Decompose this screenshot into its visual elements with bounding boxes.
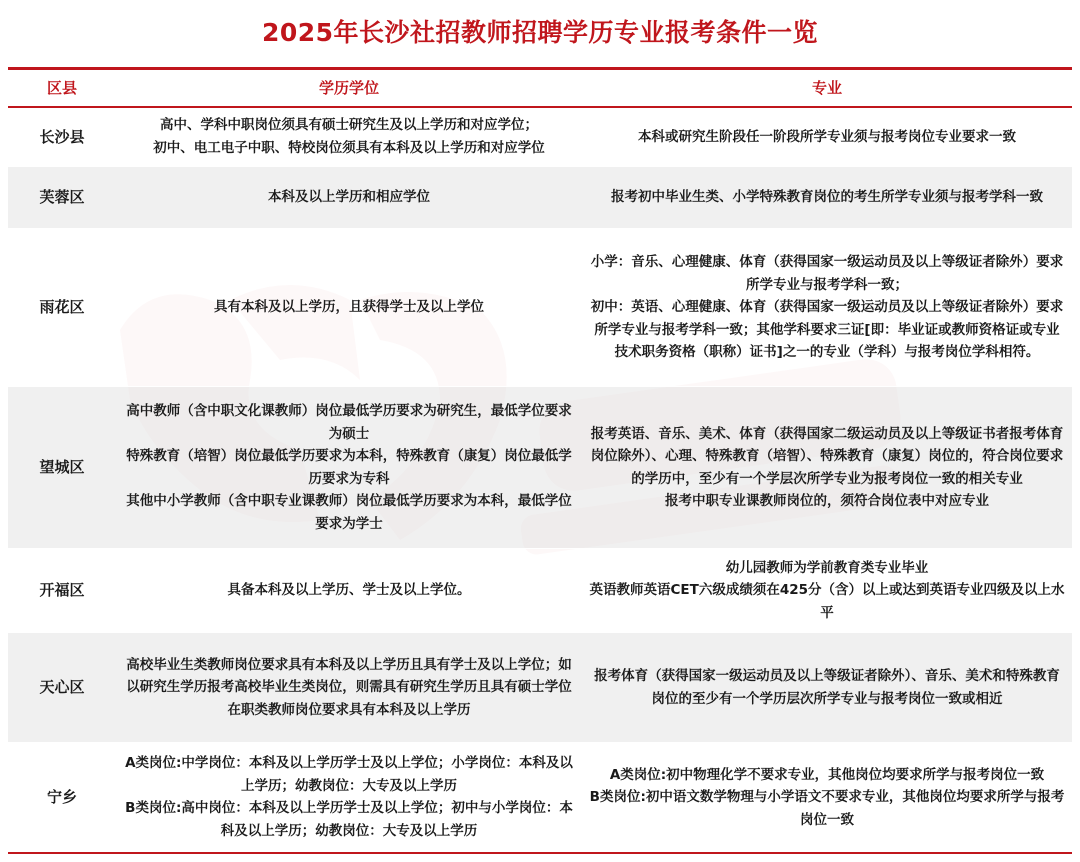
major-line: A类岗位:初中物理化学不要求专业，其他岗位均要求所学与报考岗位一致 bbox=[609, 766, 1045, 783]
district-cell: 天心区 bbox=[8, 633, 116, 743]
education-cell bbox=[116, 633, 582, 743]
education-line: 特殊教育（培智）岗位最低学历要求为本科，特殊教育（康复）岗位最低学历要求为专科 bbox=[126, 448, 572, 487]
education-line: 高校毕业生类教师岗位要求具有本科及以上学历且具有学士及以上学位；如以研究生学历报考高校毕业生类岗位，则需具有研究生学历且具有硕士学位 bbox=[126, 656, 572, 696]
major-line: 本科或研究生阶段任一阶段所学专业须与报考岗位专业要求一致 bbox=[638, 128, 1016, 145]
education-cell bbox=[116, 229, 582, 387]
table-row bbox=[8, 633, 1072, 743]
district-cell: 宁乡 bbox=[8, 743, 116, 853]
major-line: 报考初中毕业生类、小学特殊教育岗位的考生所学专业须与报考学科一致 bbox=[611, 189, 1043, 206]
education-line: 本科及以上学历和相应学位 bbox=[268, 189, 430, 206]
header-education: 学历学位 bbox=[116, 69, 582, 107]
table-row bbox=[8, 743, 1072, 853]
table-header-row bbox=[8, 69, 1072, 107]
district-cell: 开福区 bbox=[8, 549, 116, 633]
table-row bbox=[8, 167, 1072, 229]
requirements-table bbox=[8, 67, 1072, 854]
major-line: 报考英语、音乐、美术、体育（获得国家二级运动员及以上等级证书者报考体育岗位除外）、心理、特殊教育（培智）、特殊教育（康复）岗位的，符合岗位要求的学历中，至少有一个学层次所学专业为报考岗位一致的相关专业 bbox=[590, 425, 1064, 487]
table-row bbox=[8, 107, 1072, 167]
education-cell bbox=[116, 743, 582, 853]
major-cell bbox=[582, 229, 1072, 387]
major-line: 报考体育（获得国家一级运动员及以上等级证者除外）、音乐、美术和特殊教育岗位的至少有一个学历层次所学专业与报考岗位一致或相近 bbox=[594, 668, 1060, 707]
table-row bbox=[8, 229, 1072, 387]
major-cell bbox=[582, 107, 1072, 167]
education-line: 具备本科及以上学历、学士及以上学位。 bbox=[227, 582, 471, 599]
major-cell bbox=[582, 633, 1072, 743]
major-cell bbox=[582, 387, 1072, 549]
education-line: 在职类教师岗位要求具有本科及以上学历 bbox=[227, 701, 471, 718]
education-cell bbox=[116, 107, 582, 167]
education-line: 初中、电工电子中职、特校岗位须具有本科及以上学历和对应学位 bbox=[153, 139, 545, 156]
education-line: B类岗位:高中岗位：本科及以上学历学士及以上学位；初中与小学岗位：本科及以上学历；幼教岗位：大专及以上学历 bbox=[125, 800, 573, 839]
major-line: 小学：音乐、心理健康、体育（获得国家一级运动员及以上等级证者除外）要求所学专业与报考学科一致； bbox=[590, 254, 1064, 293]
education-line: 高中教师（含中职文化课教师）岗位最低学历要求为研究生，最低学位要求为硕士 bbox=[126, 403, 572, 442]
education-line: A类岗位:中学岗位：本科及以上学历学士及以上学位；小学岗位：本科及以上学历；幼教岗位：大专及以上学历 bbox=[125, 755, 573, 794]
major-line: B类岗位:初中语文数学物理与小学语文不要求专业，其他岗位均要求所学与报考岗位一致 bbox=[589, 789, 1065, 828]
header-district: 区县 bbox=[8, 69, 116, 107]
education-cell bbox=[116, 167, 582, 229]
major-cell bbox=[582, 167, 1072, 229]
district-cell: 望城区 bbox=[8, 387, 116, 549]
major-line: 幼儿园教师为学前教育类专业毕业 bbox=[725, 559, 929, 576]
education-line: 高中、学科中职岗位须具有硕士研究生及以上学历和对应学位； bbox=[160, 117, 538, 134]
major-line: 初中：英语、心理健康、体育（获得国家一级运动员及以上等级证者除外）要求所学专业与报考学科一致；其他学科要求三证[即：毕业证或教师资格证或专业技术职务资格（职称）证书]之一的专业（学科）与报考岗位学科相符。 bbox=[590, 299, 1064, 361]
table-row bbox=[8, 387, 1072, 549]
district-cell: 芙蓉区 bbox=[8, 167, 116, 229]
major-line: 报考中职专业课教师岗位的，须符合岗位表中对应专业 bbox=[665, 493, 989, 509]
district-cell: 雨花区 bbox=[8, 229, 116, 387]
table-row bbox=[8, 549, 1072, 633]
education-line: 其他中小学教师（含中职专业课教师）岗位最低学历要求为本科，最低学位要求为学士 bbox=[126, 493, 572, 532]
header-major: 专业 bbox=[582, 69, 1072, 107]
education-cell bbox=[116, 387, 582, 549]
education-cell bbox=[116, 549, 582, 633]
major-cell bbox=[582, 549, 1072, 633]
page-title: 2025年长沙社招教师招聘学历专业报考条件一览 bbox=[261, 18, 819, 47]
major-cell bbox=[582, 743, 1072, 853]
education-line: 具有本科及以上学历，且获得学士及以上学位 bbox=[214, 299, 484, 316]
major-line: 英语教师英语CET六级成绩须在425分（含）以上或达到英语专业四级及以上水平 bbox=[589, 582, 1065, 621]
district-cell: 长沙县 bbox=[8, 107, 116, 167]
